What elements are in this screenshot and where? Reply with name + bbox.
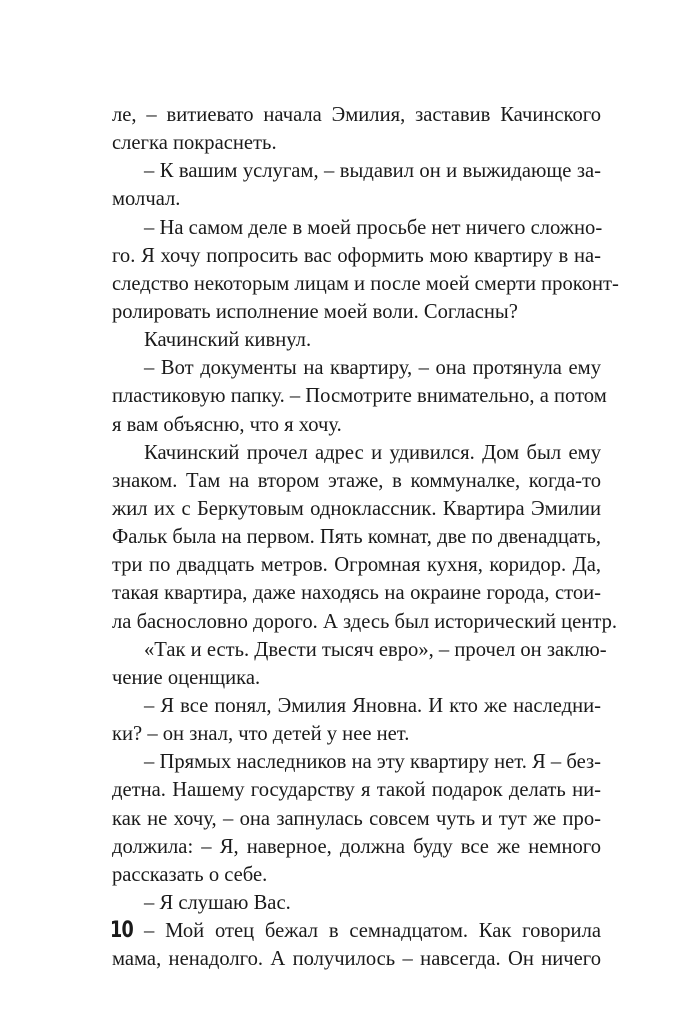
text-line: ролировать исполнение моей воли. Согласны? [112,300,518,323]
text-line: пластиковую папку. – Посмотрите внимательно, а потом [112,385,607,408]
text-line: – Вот документы на квартиру, – она протянула ему [144,357,601,380]
text-line: ки? – он знал, что детей у нее нет. [112,723,410,746]
text-line: Качинский прочел адрес и удивился. Дом был ему [144,441,601,464]
text-line: три по двадцать метров. Огромная кухня, коридор. Да, [112,554,601,577]
text-line: детна. Нашему государству я такой подарок делать ни- [112,779,601,802]
text-line: знаком. Там на втором этаже, в коммуналке, когда-то [112,469,601,492]
text-line: молчал. [112,188,181,211]
text-line: такая квартира, даже находясь на окраине города, стои- [112,582,601,605]
text-line: должила: – Я, наверное, должна буду все же немного [112,835,601,858]
text-line: рассказать о себе. [112,863,268,886]
text-line: Качинский кивнул. [144,329,312,352]
text-line: мама, ненадолго. А получилось – навсегда. Он ничего [112,948,601,971]
text-line: я вам объясню, что я хочу. [112,413,342,436]
body-text [112,101,619,973]
text-line: ла баснословно дорого. А здесь был исторический центр. [112,610,618,633]
text-line: ле, – витиевато начала Эмилия, заставив Качинского [112,104,601,126]
text-line: жил их с Беркутовым одноклассник. Квартира Эмилии [112,497,601,520]
text-line: – Прямых наследников на эту квартиру нет. Я – без- [144,751,601,774]
text-line: «Так и есть. Двести тысяч евро», – прочел он заклю- [144,638,607,661]
text-line: – Я все понял, Эмилия Яновна. И кто же наследни- [144,694,601,717]
text-line: го. Я хочу попросить вас оформить мою квартиру в на- [112,244,601,267]
text-line: слегка покраснеть. [112,132,277,155]
text-line: Фальк была на первом. Пять комнат, две по двенадцать, [112,526,601,549]
text-line: следство некоторым лицам и после моей смерти проконт- [112,272,619,295]
text-line: как не хочу, – она запнулась совсем чуть и тут же про- [112,807,601,830]
text-line: – Мой отец бежал в семнадцатом. Как говорила [144,920,601,943]
text-line: – На самом деле в моей просьбе нет ничего сложно- [144,216,603,239]
page-number: 10 [110,918,133,943]
text-line: – К вашим услугам, – выдавил он и выжидающе за- [144,160,601,183]
text-line: – Я слушаю Вас. [144,891,291,914]
text-line: чение оценщика. [112,666,261,689]
